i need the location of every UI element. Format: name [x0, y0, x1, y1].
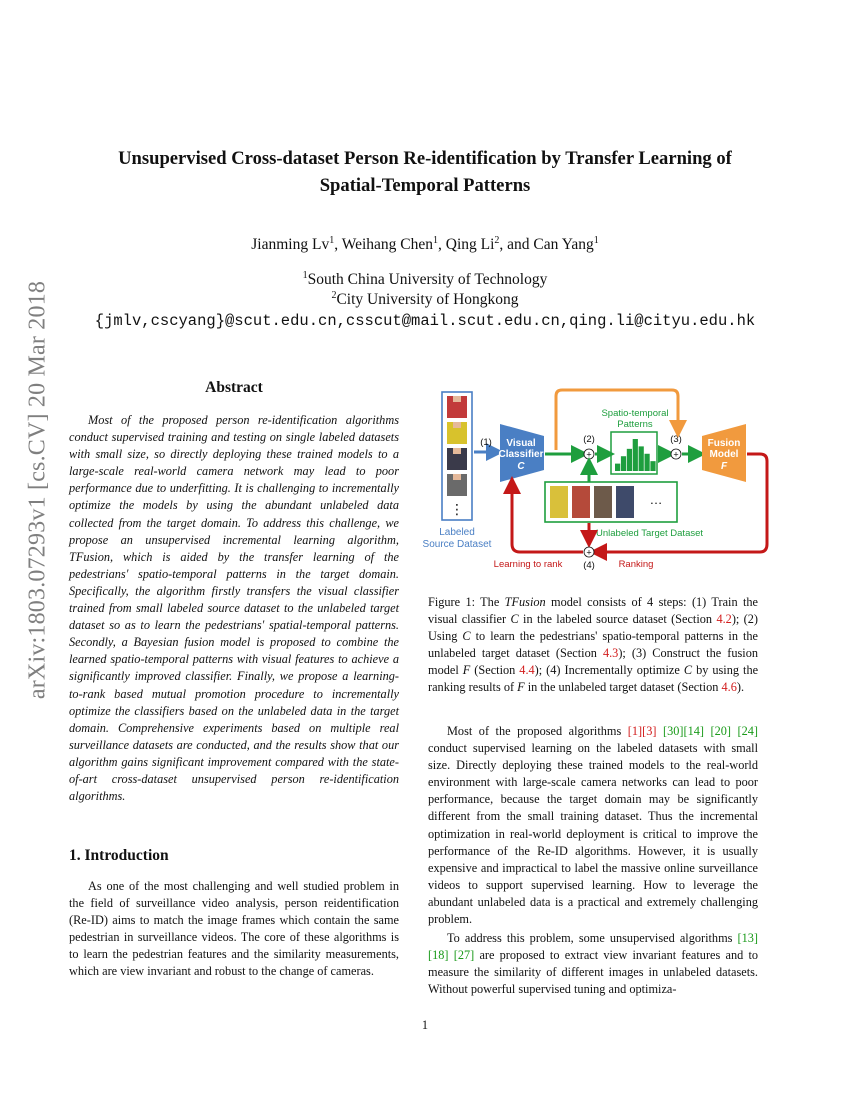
step-1-label: (1): [480, 437, 492, 448]
citation-link[interactable]: [20]: [710, 724, 731, 738]
citation-link[interactable]: [18]: [428, 948, 449, 963]
histogram-bar: [633, 439, 638, 471]
histogram-bar: [645, 454, 650, 471]
spatio-temporal-label-2: Patterns: [617, 419, 653, 430]
figure-1-diagram: [420, 382, 772, 582]
citation-link[interactable]: [27]: [453, 948, 475, 963]
unlabeled-target-images: [550, 486, 634, 518]
fusion-model-label: Fusion: [707, 438, 741, 449]
ranking-label: Ranking: [618, 559, 654, 570]
visual-classifier-label: Visual: [506, 438, 536, 449]
source-dataset-images: [442, 392, 472, 520]
arxiv-stamp: arXiv:1803.07293v1 [cs.CV] 20 Mar 2018: [24, 280, 51, 700]
spatio-temporal-label: Spatio-temporal: [601, 408, 669, 419]
introduction-paragraph: As one of the most challenging and well studied problem in the field of surveillance video analysis, person reidentification (Re-ID) aims to match the image frames which contain the same pedestrian in surveillance videos. The core of these algorithms is to learn the pedestrian features and the similarity measurements, which are view invariant and robust to the change of cameras.: [69, 879, 399, 979]
section-link[interactable]: 4.4: [519, 663, 535, 678]
fusion-model-label-2: Model: [709, 449, 739, 460]
citation-link[interactable]: [24]: [737, 724, 759, 738]
figure-1-caption: Figure 1: The TFusion model consists of 4 steps: (1) Train the visual classifier C in the labeled source dataset (Section 4.2); (2) Using C to learn the pedestrians' spatio-temporal patterns in the unlabeled target dataset (Section 4.3); (3) Construct the fusion model F (Section 4.4); (4) Incrementally optimize C by using the ranking results of F in the unlabeled target dataset (Section 4.6).: [428, 595, 759, 695]
unlabeled-target-label: Unlabeled Target Dataset: [596, 528, 704, 539]
affiliation-1: $^1$South China University of Technology: [302, 269, 548, 288]
visual-classifier-symbol: C: [517, 461, 525, 472]
source-dataset-label-2: Source Dataset: [422, 539, 492, 550]
title-line-1: Unsupervised Cross-dataset Person Re-identification by Transfer Learning of: [118, 148, 732, 169]
step-2-label: (2): [583, 434, 595, 445]
step-4-label: (4): [583, 560, 595, 571]
learning-to-rank-label: Learning to rank: [493, 559, 563, 570]
ellipsis-vertical: ⋮: [450, 501, 464, 517]
plus-node-3: +: [673, 449, 679, 460]
paragraph: Most of the proposed algorithms [1][3] [30][14] [20] [24] conduct supervised learning on the labeled datasets with small size. Directly deploying these trained models to the real-world environment with large-scale camera networks can lead to poor performance, because the target domain may be significantly different from the small training dataset. Thus the incremental optimization in real-world deployment is critical to improve the performance of the Re-ID algorithms. However, it is usually expensive and impractical to label the massive online surveillance videos to support supervised learning. How to leverage the abundant unlabeled data is a practical and extremely challenging problem.: [428, 724, 759, 927]
citation-link[interactable]: [1]: [627, 724, 643, 738]
author-name: Qing Li: [445, 236, 495, 253]
section-link[interactable]: 4.6: [721, 680, 737, 695]
introduction-heading: 1. Introduction: [69, 847, 169, 864]
step-3-label: (3): [670, 434, 682, 445]
abstract-heading: Abstract: [205, 379, 263, 396]
histogram-bar: [615, 464, 620, 471]
author-name: Weihang Chen: [341, 236, 433, 253]
citation-link[interactable]: [14]: [683, 724, 704, 738]
author-name: Jianming Lv: [251, 236, 330, 253]
citation-link[interactable]: [13]: [737, 931, 759, 946]
histogram-bar: [650, 461, 655, 471]
citation-link[interactable]: [30]: [662, 724, 684, 738]
citation-link[interactable]: [3]: [642, 724, 657, 738]
section-link[interactable]: 4.2: [716, 612, 732, 627]
histogram-bar: [627, 449, 632, 471]
fusion-model-symbol: F: [720, 461, 728, 472]
author-emails: {jmlv,cscyang}@scut.edu.cn,csscut@mail.scut.edu.cn,qing.li@cityu.edu.hk: [94, 312, 756, 330]
page-number: 1: [421, 1018, 429, 1032]
visual-classifier-label-2: Classifier: [498, 449, 544, 460]
source-dataset-label: Labeled: [439, 527, 475, 538]
ellipsis-horizontal: …: [649, 492, 663, 507]
plus-node-4: +: [586, 547, 592, 558]
author-name: Can Yang: [533, 236, 594, 253]
author-list: Jianming Lv$^1$, Weihang Chen$^1$, Qing Li$^2$, and Can Yang$^1$: [251, 234, 599, 253]
spatio-temporal-histogram: [615, 439, 656, 471]
paragraph: To address this problem, some unsupervised algorithms [13] [18] [27] are proposed to extract view invariant features and to measure the similarity of different images in unlabeled datasets. Without powerful supervised tuning and optimiza-: [428, 931, 759, 997]
title-line-2: Spatial-Temporal Patterns: [319, 175, 531, 196]
histogram-bar: [621, 456, 626, 471]
plus-node-2: +: [586, 449, 592, 460]
section-link[interactable]: 4.3: [602, 646, 619, 661]
abstract-text: Most of the proposed person re-identification algorithms conduct supervised training and testing on single labeled datasets with small size, so directly deploying these trained models to a large-scale real-world camera network may lead to poor performance due to underfitting. It is challenging to incrementally optimize the models by using the abundant unlabeled data collected from the target domain. To address this challenge, we propose an unsupervised incremental learning algorithm, TFusion, which is aided by the transfer learning of the pedestrians' spatio-temporal patterns in the target domain. Specifically, the algorithm firstly transfers the visual classifier trained from small labeled source dataset to the unlabeled target dataset so as to learn the pedestrians' spatial-temporal patterns. Secondly, a Bayesian fusion model is proposed to combine the learned spatio-temporal patterns with visual features to achieve a significantly improved classifier. Finally, we propose a learning-to-rank based mutual promotion procedure to incrementally optimize the classifiers based on the unlabeled data in the target domain. Comprehensive experiments based on multiple real surveillance datasets are conducted, and the results show that our algorithm gains significant improvement compared with the state-of-art cross-dataset unsupervised person re-identification algorithms.: [69, 413, 399, 804]
paper-title: [60, 145, 790, 199]
right-column-text: [428, 723, 758, 999]
histogram-bar: [639, 446, 644, 471]
affiliation-2: $^2$City University of Hongkong: [331, 289, 519, 308]
